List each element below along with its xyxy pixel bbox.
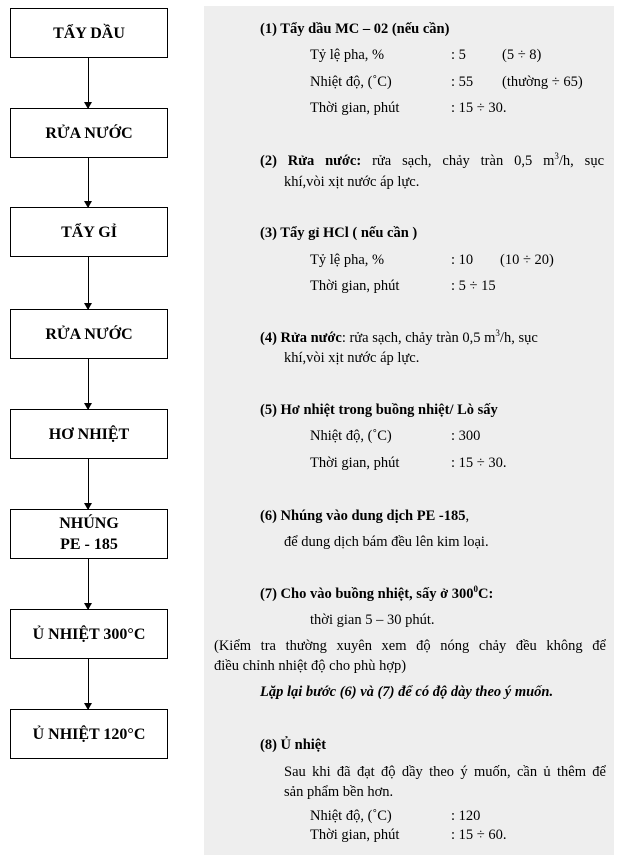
step8-param-label: Nhiệt độ, (˚C)	[310, 808, 392, 824]
step1-title: (1) Tẩy dầu MC – 02 (nếu cần)	[260, 21, 450, 37]
step5-param-label: Nhiệt độ, (˚C)	[310, 428, 392, 444]
step1-param-label: Tỷ lệ pha, %	[310, 47, 385, 63]
step1-param-label: Nhiệt độ, (˚C)	[310, 74, 392, 90]
step8-line2: sản phẩm bền hơn.	[284, 784, 394, 800]
step6-line1	[260, 508, 469, 525]
step7-line2: thời gian 5 – 30 phút.	[310, 612, 435, 628]
step7-sup: 0	[473, 584, 478, 595]
step-u-nhiet-120	[10, 709, 168, 759]
step-label: RỬA NƯỚC	[45, 124, 133, 142]
step-label: Ủ NHIỆT 120°C	[32, 725, 146, 743]
step5-param-value: : 15 ÷ 30.	[451, 455, 507, 471]
step1-param-note: (5 ÷ 8)	[502, 47, 542, 63]
flow-arrow	[88, 659, 89, 709]
step6-title-tail: ,	[465, 508, 470, 524]
step3-param-note: (10 ÷ 20)	[500, 252, 554, 268]
details-panel	[204, 6, 614, 855]
step3-title: (3) Tẩy gỉ HCl ( nếu cần )	[260, 225, 418, 241]
step-label: HƠ NHIỆT	[48, 425, 130, 443]
step7-title-b: C:	[477, 586, 494, 602]
step3-param-label: Tỷ lệ pha, %	[310, 252, 385, 268]
step-label: NHÚNG	[59, 515, 119, 532]
flow-arrow	[88, 559, 89, 609]
step3-param-label: Thời gian, phút	[310, 278, 400, 294]
step2-sup: 3	[554, 151, 559, 162]
step4-sup: 3	[495, 328, 500, 339]
step1-param-note: (thường ÷ 65)	[502, 74, 583, 90]
step2-line2: khí,vòi xịt nước áp lực.	[284, 174, 420, 190]
step8-line1: Sau khi đã đạt độ dầy theo ý muốn, cần ủ thêm để	[284, 764, 606, 780]
step-tay-dau	[10, 8, 168, 58]
step2-title: (2) Rửa nước:	[260, 153, 362, 169]
step2-text-b: /h, sục	[558, 153, 605, 169]
step6-line2: để dung dịch bám đều lên kim loại.	[284, 534, 489, 550]
step-label: TẨY GỈ	[61, 223, 117, 241]
step8-param-value: : 120	[451, 808, 481, 824]
step2-text: rửa sạch, chảy tràn 0,5 m	[372, 153, 555, 169]
step-label: Ủ NHIỆT 300°C	[32, 625, 146, 643]
step5-param-label: Thời gian, phút	[310, 455, 400, 471]
step4-line2: khí,vòi xịt nước áp lực.	[284, 350, 420, 366]
step4-title: (4) Rửa nước	[260, 330, 342, 346]
flow-arrow	[88, 459, 89, 509]
step7-title-a: (7) Cho vào buồng nhiệt, sấy ở 300	[260, 586, 474, 602]
step-label: RỬA NƯỚC	[45, 325, 133, 343]
step2-line1	[260, 153, 604, 170]
step4-line1	[260, 330, 538, 347]
step4-text: : rửa sạch, chảy tràn 0,5 m	[341, 330, 496, 346]
step1-param-value: : 55	[451, 74, 474, 90]
step1-param-value: : 5	[451, 47, 466, 63]
step-label: TẨY DẦU	[53, 24, 125, 42]
step4-text-b: /h, sục	[499, 330, 538, 346]
step5-param-value: : 300	[451, 428, 481, 444]
step-rua-nuoc-2	[10, 309, 168, 359]
step7-note-line2: điều chỉnh nhiệt độ cho phù hợp)	[214, 658, 407, 674]
step-u-nhiet-300	[10, 609, 168, 659]
step7-note-line1: (Kiểm tra thường xuyên xem độ nóng chảy đều không để	[214, 638, 606, 654]
step8-param-value: : 15 ÷ 60.	[451, 827, 507, 843]
step3-param-value: : 5 ÷ 15	[451, 278, 496, 294]
step-label-line2: PE - 185	[60, 536, 118, 553]
step8-title: (8) Ủ nhiệt	[260, 737, 327, 753]
step3-param-value: : 10	[451, 252, 474, 268]
step1-param-label: Thời gian, phút	[310, 100, 400, 116]
step1-param-value: : 15 ÷ 30.	[451, 100, 507, 116]
step6-title: (6) Nhúng vào dung dịch PE -185	[260, 508, 466, 524]
step-rua-nuoc-1	[10, 108, 168, 158]
step5-title: (5) Hơ nhiệt trong buồng nhiệt/ Lò sấy	[260, 402, 498, 418]
step-nhung-pe185	[10, 509, 168, 559]
step-ho-nhiet	[10, 409, 168, 459]
flow-arrow	[88, 257, 89, 309]
flow-arrow	[88, 158, 89, 207]
step7-repeat-note: Lặp lại bước (6) và (7) để có độ dày theo ý muốn.	[260, 684, 554, 700]
step-tay-gi	[10, 207, 168, 257]
step8-param-label: Thời gian, phút	[310, 827, 400, 843]
flow-arrow	[88, 359, 89, 409]
step7-title	[260, 586, 493, 603]
flow-arrow	[88, 58, 89, 108]
